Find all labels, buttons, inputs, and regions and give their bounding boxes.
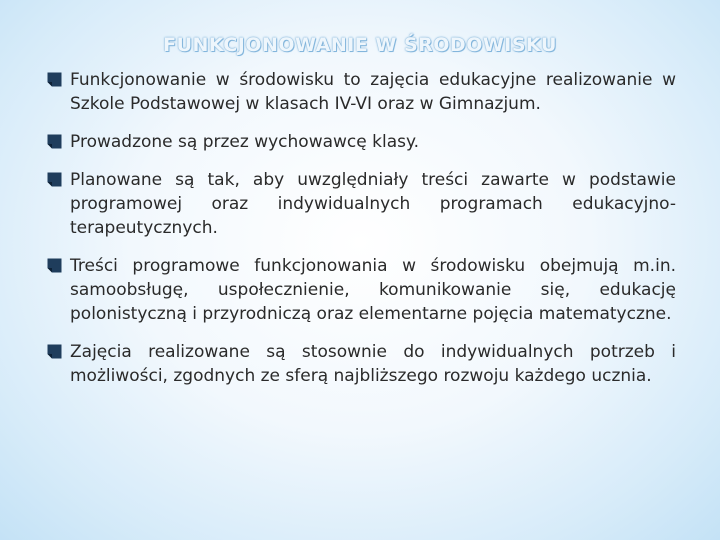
bullet-item <box>46 340 676 388</box>
bullet-item <box>46 168 676 240</box>
q-bullet-icon <box>46 257 63 274</box>
q-bullet-icon <box>46 171 63 188</box>
q-bullet-icon <box>46 133 63 150</box>
bullet-text: Prowadzone są przez wychowawcę klasy. <box>70 132 420 152</box>
bullet-text: Funkcjonowanie w środowisku to zajęcia edukacyjne realizowanie w Szkole Podstawowej w klasach IV-VI oraz w Gimnazjum. <box>70 70 676 114</box>
bullet-item <box>46 130 676 154</box>
bullet-text: Planowane są tak, aby uwzględniały treści zawarte w podstawie programowej oraz indywidualnych programach edukacyjno-terapeutycznych. <box>70 170 676 238</box>
bullet-text: Treści programowe funkcjonowania w środowisku obejmują m.in. samoobsługę, uspołecznienie, komunikowanie się, edukację polonistyczną i przyrodniczą oraz elementarne pojęcia matematyczne. <box>70 256 676 324</box>
bullet-item <box>46 254 676 326</box>
q-bullet-icon <box>46 71 63 88</box>
bullet-item <box>46 68 676 116</box>
q-bullet-icon <box>46 343 63 360</box>
slide-title: FUNKCJONOWANIE W ŚRODOWISKU <box>163 34 557 56</box>
bullet-list <box>46 68 676 388</box>
bullet-text: Zajęcia realizowane są stosownie do indywidualnych potrzeb i możliwości, zgodnych ze sferą najbliższego rozwoju każdego ucznia. <box>70 342 676 386</box>
